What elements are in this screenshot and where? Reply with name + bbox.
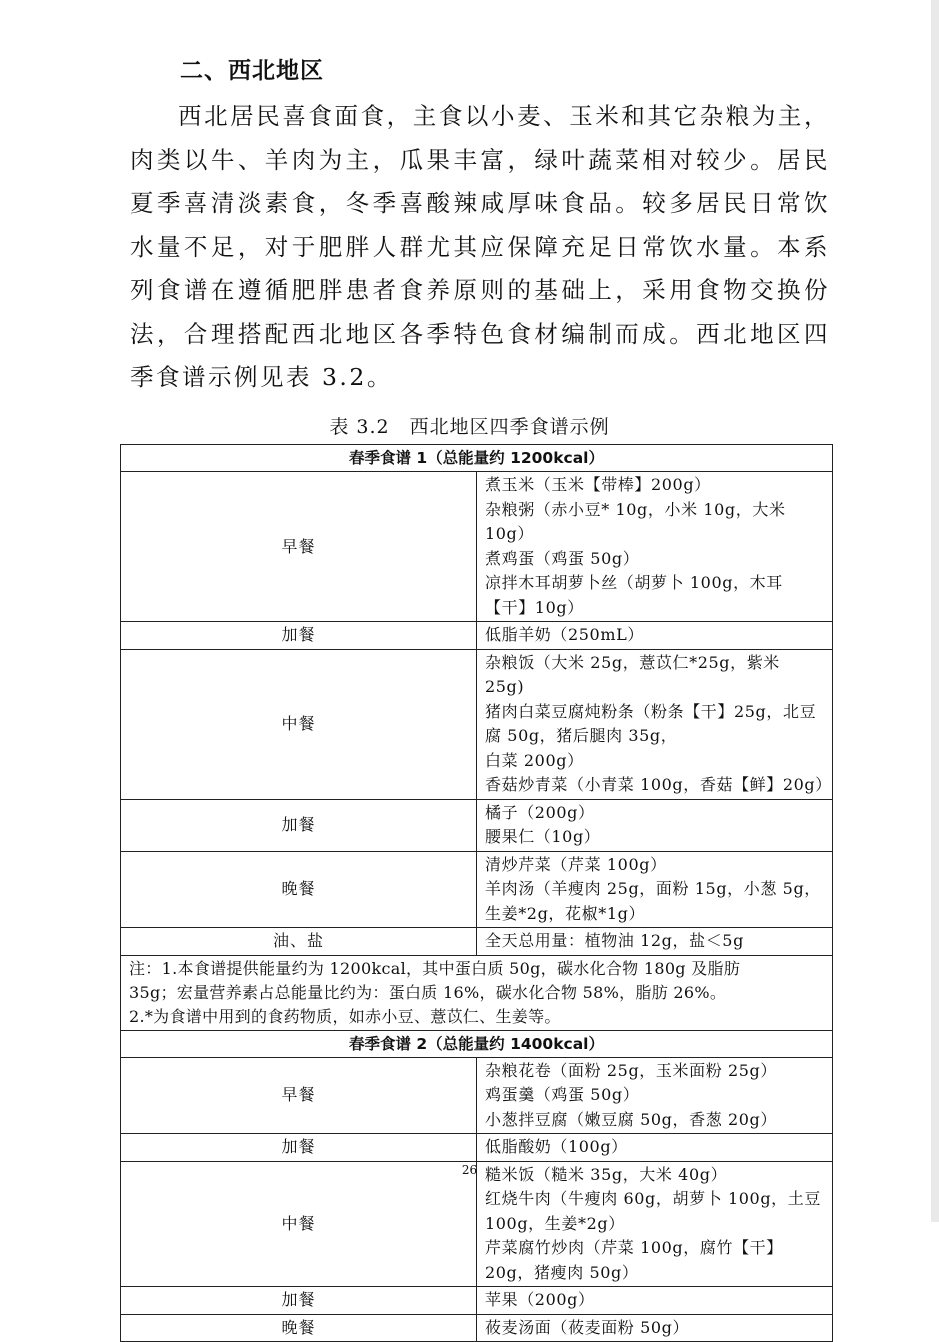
menu1-title-row: [121, 445, 833, 472]
section-heading: 二、西北地区: [180, 58, 324, 84]
meal-row: [121, 1314, 833, 1342]
food-item: 橘子（200g）: [485, 802, 595, 822]
page-edge: [931, 0, 939, 1222]
meal-row: [121, 622, 833, 650]
meal-row: [121, 928, 833, 956]
food-item: 凉拌木耳胡萝卜丝（胡萝卜 100g，木耳【干】10g）: [485, 573, 783, 617]
meal-items: [477, 1287, 833, 1315]
meal-name: 晚餐: [121, 1314, 477, 1342]
food-item: 低脂羊奶（250mL）: [485, 625, 644, 644]
menu-table: [120, 444, 833, 1342]
meal-items: [477, 1057, 833, 1134]
meal-name: 早餐: [121, 472, 477, 622]
meal-items: [477, 851, 833, 928]
meal-row: [121, 799, 833, 851]
food-item: 鸡蛋羹（鸡蛋 50g）: [485, 1085, 640, 1104]
meal-name: 加餐: [121, 1287, 477, 1315]
note-line: 注：1.本食谱提供能量约为 1200kcal，其中蛋白质 50g，碳水化合物 180g 及脂肪: [129, 958, 741, 978]
food-item: 杂粮花卷（面粉 25g，玉米面粉 25g）: [485, 1060, 777, 1080]
meal-name: 加餐: [121, 799, 477, 851]
food-item: 猪肉白菜豆腐炖粉条（粉条【干】25g，北豆腐 50g，猪后腿肉 35g，: [485, 701, 817, 745]
meal-name: 加餐: [121, 622, 477, 650]
meal-row: [121, 1287, 833, 1315]
food-item: 全天总用量：植物油 12g，盐＜5g: [485, 931, 744, 950]
intro-paragraph: 西北居民喜食面食，主食以小麦、玉米和其它杂粮为主，肉类以牛、羊肉为主，瓜果丰富，绿叶蔬菜相对较少。居民夏季喜清淡素食，冬季喜酸辣咸厚味食品。较多居民日常饮水量不足，对于肥胖人群尤其应保障充足日常饮水量。本系列食谱在遵循肥胖患者食养原则的基础上，采用食物交换份法，合理搭配西北地区各季特色食材编制而成。西北地区四季食谱示例见表 3.2。: [130, 102, 830, 391]
meal-row: [121, 1057, 833, 1134]
food-item: 杂粮饭（大米 25g，薏苡仁*25g，紫米 25g): [485, 652, 780, 696]
page-number: 26: [461, 1163, 478, 1177]
menu2-title-row: [121, 1030, 833, 1057]
food-item: 小葱拌豆腐（嫩豆腐 50g，香葱 20g）: [485, 1109, 777, 1129]
meal-row: [121, 1161, 833, 1287]
food-item: 腰果仁（10g）: [485, 827, 601, 846]
meal-name: 中餐: [121, 649, 477, 799]
meal-items: [477, 622, 833, 650]
meal-name: 早餐: [121, 1057, 477, 1134]
food-item: 煮玉米（玉米【带棒】200g）: [485, 475, 711, 494]
menu-section-title: 春季食谱 2（总能量约 1400kcal）: [121, 1030, 833, 1057]
meal-row: [121, 649, 833, 799]
note-line: 35g；宏量营养素占总能量比约为：蛋白质 16%，碳水化合物 58%，脂肪 26%。: [129, 982, 727, 1002]
meal-name: 晚餐: [121, 851, 477, 928]
food-item: 红烧牛肉（牛瘦肉 60g，胡萝卜 100g，土豆 100g，生姜*2g）: [485, 1189, 821, 1233]
notes-row: [121, 955, 833, 1030]
menu-notes: [121, 955, 833, 1030]
meal-items: [477, 472, 833, 622]
meal-items: [477, 1134, 833, 1162]
note-line: 2.*为食谱中用到的食药物质，如赤小豆、薏苡仁、生姜等。: [129, 1006, 561, 1026]
menu-section-title: 春季食谱 1（总能量约 1200kcal）: [121, 445, 833, 472]
food-item: 糙米饭（糙米 35g，大米 40g）: [485, 1164, 728, 1184]
meal-name: 油、盐: [121, 928, 477, 956]
food-item: 杂粮粥（赤小豆* 10g，小米 10g，大米 10g）: [485, 499, 786, 543]
food-item: 低脂酸奶（100g）: [485, 1137, 628, 1156]
meal-items: [477, 649, 833, 799]
food-item: 清炒芹菜（芹菜 100g）: [485, 854, 667, 874]
meal-row: [121, 472, 833, 622]
food-item: 香菇炒青菜（小青菜 100g，香菇【鲜】20g）: [485, 775, 832, 794]
food-item: 莜麦汤面（莜麦面粉 50g）: [485, 1317, 690, 1337]
meal-items: [477, 928, 833, 956]
meal-items: [477, 799, 833, 851]
food-item: 煮鸡蛋（鸡蛋 50g）: [485, 548, 640, 568]
meal-name: 加餐: [121, 1134, 477, 1162]
meal-items: [477, 1161, 833, 1287]
meal-row: [121, 851, 833, 928]
meal-row: [121, 1134, 833, 1162]
food-item: 羊肉汤（羊瘦肉 25g，面粉 15g，小葱 5g，生姜*2g，花椒*1g）: [485, 879, 821, 923]
table-caption: 表 3.2 西北地区四季食谱示例: [329, 416, 610, 438]
food-item: 苹果（200g）: [485, 1290, 595, 1309]
food-item: 芹菜腐竹炒肉（芹菜 100g，腐竹【干】20g，猪瘦肉 50g）: [485, 1238, 783, 1282]
meal-items: [477, 1314, 833, 1342]
meal-name: 中餐: [121, 1161, 477, 1287]
food-item: 白菜 200g）: [485, 750, 584, 770]
